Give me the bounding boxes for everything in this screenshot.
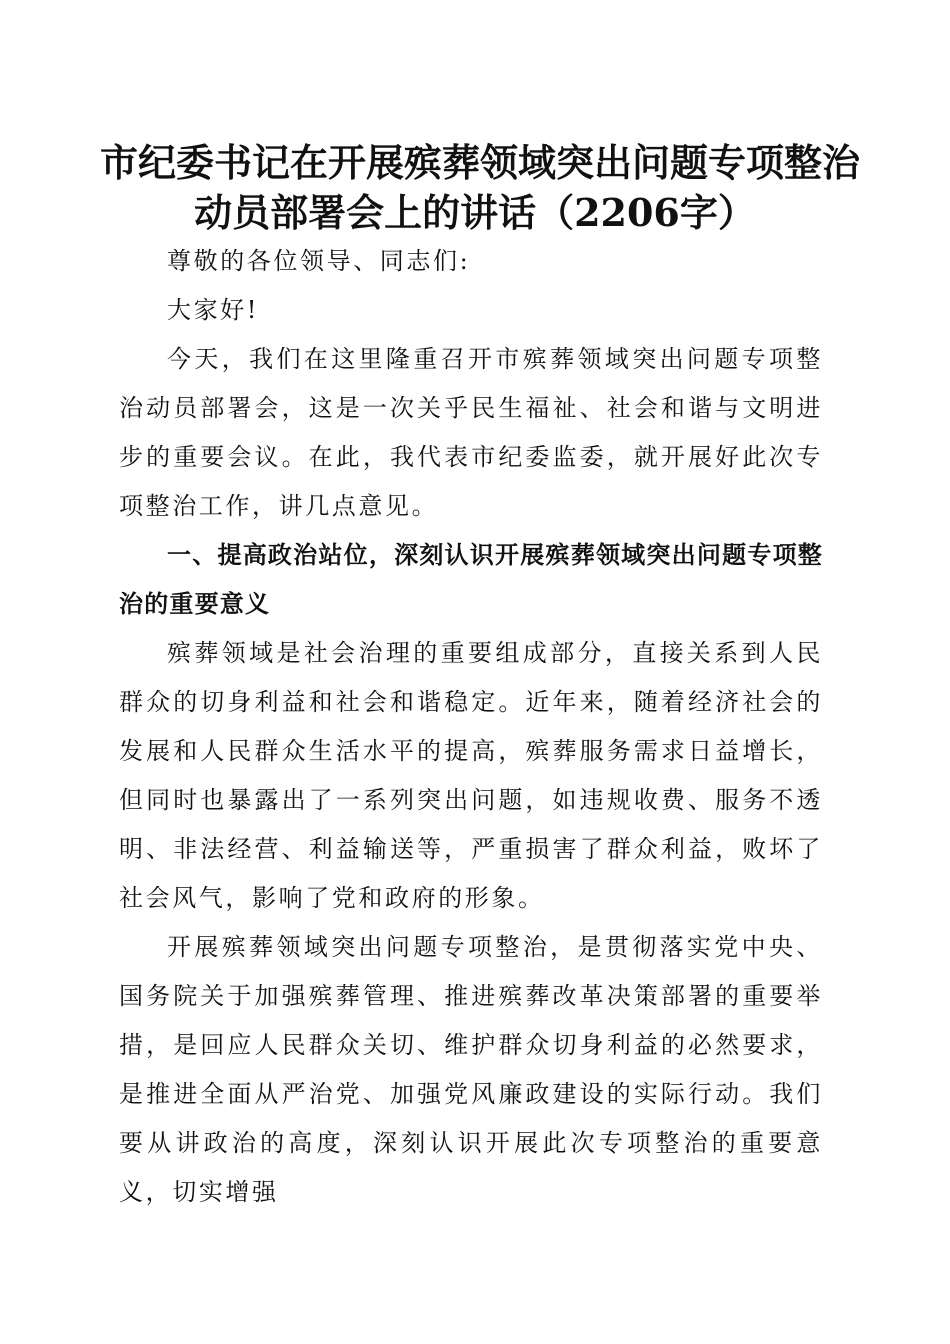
body-paragraph: 殡葬领域是社会治理的重要组成部分，直接关系到人民群众的切身利益和社会和谐稳定。近年来，随着经济社会的发展和人民群众生活水平的提高，殡葬服务需求日益增长，但同时也暴露出了一系列突出问题，如违规收费、服务不透明、非法经营、利益输送等，严重损害了群众利益，败坏了社会风气，影响了党和政府的形象。 bbox=[119, 639, 823, 912]
document-title bbox=[100, 138, 861, 238]
salutation: 尊敬的各位领导、同志们: bbox=[167, 247, 471, 275]
title-line-2: 动员部署会上的讲话（2206字） bbox=[194, 190, 756, 235]
intro-paragraph: 今天，我们在这里隆重召开市殡葬领域突出问题专项整治动员部署会，这是一次关乎民生福祉、社会和谐与文明进步的重要会议。在此，我代表市纪委监委，就开展好此次专项整治工作，讲几点意见。 bbox=[119, 345, 823, 520]
section-heading-1: 一、提高政治站位，深刻认识开展殡葬领域突出问题专项整治的重要意义 bbox=[119, 541, 823, 618]
title-line-1: 市纪委书记在开展殡葬领域突出问题专项整治 bbox=[100, 140, 861, 185]
document-body bbox=[119, 237, 823, 1217]
greeting: 大家好! bbox=[167, 296, 260, 324]
body-paragraph: 开展殡葬领域突出问题专项整治，是贯彻落实党中央、国务院关于加强殡葬管理、推进殡葬改革决策部署的重要举措，是回应人民群众关切、维护群众切身利益的必然要求，是推进全面从严治党、加强党风廉政建设的实际行动。我们要从讲政治的高度，深刻认识开展此次专项整治的重要意义，切实增强 bbox=[119, 933, 823, 1206]
